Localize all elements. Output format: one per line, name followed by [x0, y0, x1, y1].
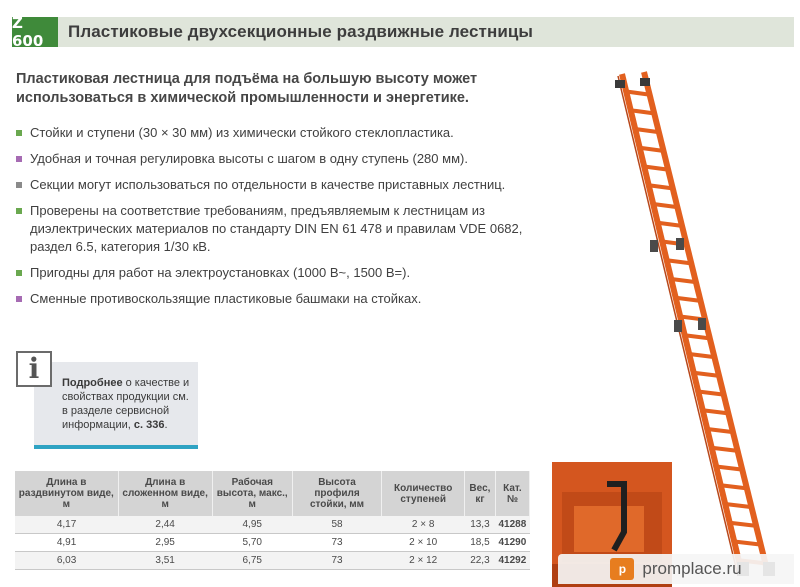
info-callout	[34, 362, 198, 449]
feature-text: Пригодны для работ на электроустановках (1000 В~, 1500 В=).	[30, 265, 411, 280]
col-header: Длина в раздвинутом виде, м	[15, 471, 118, 516]
feature-text: Сменные противоскользящие пластиковые башмаки на стойках.	[30, 291, 422, 306]
col-header: Кат. №	[495, 471, 529, 516]
feature-text: Проверены на соответствие требованиям, предъявляемым к лестницам из диэлектрических материалов по стандарту DIN EN 61 478 и правилам VDE 0682, раздел 6.5, категория 1/30 кВ.	[30, 203, 523, 254]
table-cell: 13,3	[465, 516, 496, 534]
col-header: Количество ступеней	[382, 471, 465, 516]
product-code: Z 600	[12, 17, 58, 47]
ladder-rung	[725, 504, 750, 507]
ladder-rung	[703, 410, 728, 413]
col-header: Длина в сложенном виде, м	[118, 471, 212, 516]
table-cell: 6,75	[212, 552, 292, 570]
table-cell: 3,51	[118, 552, 212, 570]
section-header	[12, 14, 794, 50]
table-cell: 5,70	[212, 534, 292, 552]
info-bold-prefix: Подробнее	[62, 377, 123, 389]
ladder-rung	[707, 429, 732, 432]
table-cell: 73	[292, 552, 382, 570]
bullet-square-icon	[16, 182, 22, 188]
ladder-rung	[716, 467, 741, 470]
table-cell: 2 × 10	[382, 534, 465, 552]
feature-text: Секции могут использоваться по отдельности в качестве приставных лестниц.	[30, 177, 506, 192]
table-cell: 58	[292, 516, 382, 534]
col-header: Вес, кг	[465, 471, 496, 516]
table-cell: 4,17	[15, 516, 118, 534]
table-cell: 4,95	[212, 516, 292, 534]
table-cell: 2,44	[118, 516, 212, 534]
table-cell-catalog: 41288	[495, 516, 529, 534]
promplace-logo-icon: p	[610, 558, 634, 580]
table-cell: 4,91	[15, 534, 118, 552]
table-cell-catalog: 41292	[495, 552, 529, 570]
col-header: Рабочая высота, макс., м	[212, 471, 292, 516]
feature-text: Удобная и точная регулировка высоты с шагом в одну ступень (280 мм).	[30, 151, 468, 166]
ladder-rung	[734, 542, 760, 545]
feature-item	[16, 176, 536, 194]
table-row	[15, 552, 530, 570]
ladder-rung	[712, 448, 737, 451]
bullet-square-icon	[16, 296, 22, 302]
table-cell: 2,95	[118, 534, 212, 552]
table-cell: 2 × 12	[382, 552, 465, 570]
spec-table	[15, 471, 530, 570]
info-tail: .	[164, 419, 168, 431]
table-cell: 2 × 8	[382, 516, 465, 534]
feature-item	[16, 124, 536, 142]
feature-text: Стойки и ступени (30 × 30 мм) из химически стойкого стеклопластика.	[30, 125, 454, 140]
table-cell-catalog: 41290	[495, 534, 529, 552]
info-page-ref: с. 336	[133, 419, 165, 431]
table-cell: 22,3	[465, 552, 496, 570]
table-row	[15, 516, 530, 534]
watermark-text: promplace.ru	[642, 559, 742, 578]
info-text	[62, 376, 192, 432]
feature-item	[16, 150, 536, 168]
table-cell: 73	[292, 534, 382, 552]
table-cell: 18,5	[465, 534, 496, 552]
info-mid: о качестве и свойствах продукции см. в разделе сервисной информации,	[62, 377, 190, 431]
table-row	[15, 534, 530, 552]
bullet-square-icon	[16, 130, 22, 136]
bullet-square-icon	[16, 208, 22, 214]
feature-item	[16, 290, 536, 308]
watermark	[558, 554, 794, 584]
feature-item	[16, 202, 536, 256]
bullet-square-icon	[16, 270, 22, 276]
info-icon	[16, 351, 52, 387]
feature-list	[16, 124, 536, 308]
col-header: Высота профиля стойки, мм	[292, 471, 382, 516]
ladder-rung	[721, 485, 746, 488]
page-title: Пластиковые двухсекционные раздвижные лестницы	[68, 22, 534, 41]
table-cell: 6,03	[15, 552, 118, 570]
table-header-row	[15, 471, 530, 516]
bullet-square-icon	[16, 156, 22, 162]
ladder-rung	[730, 523, 756, 526]
lead-paragraph: Пластиковая лестница для подъёма на большую высоту может использоваться в химической промышленности и энергетике.	[16, 71, 478, 106]
info-glyph: i	[28, 352, 40, 385]
feature-item	[16, 264, 536, 282]
